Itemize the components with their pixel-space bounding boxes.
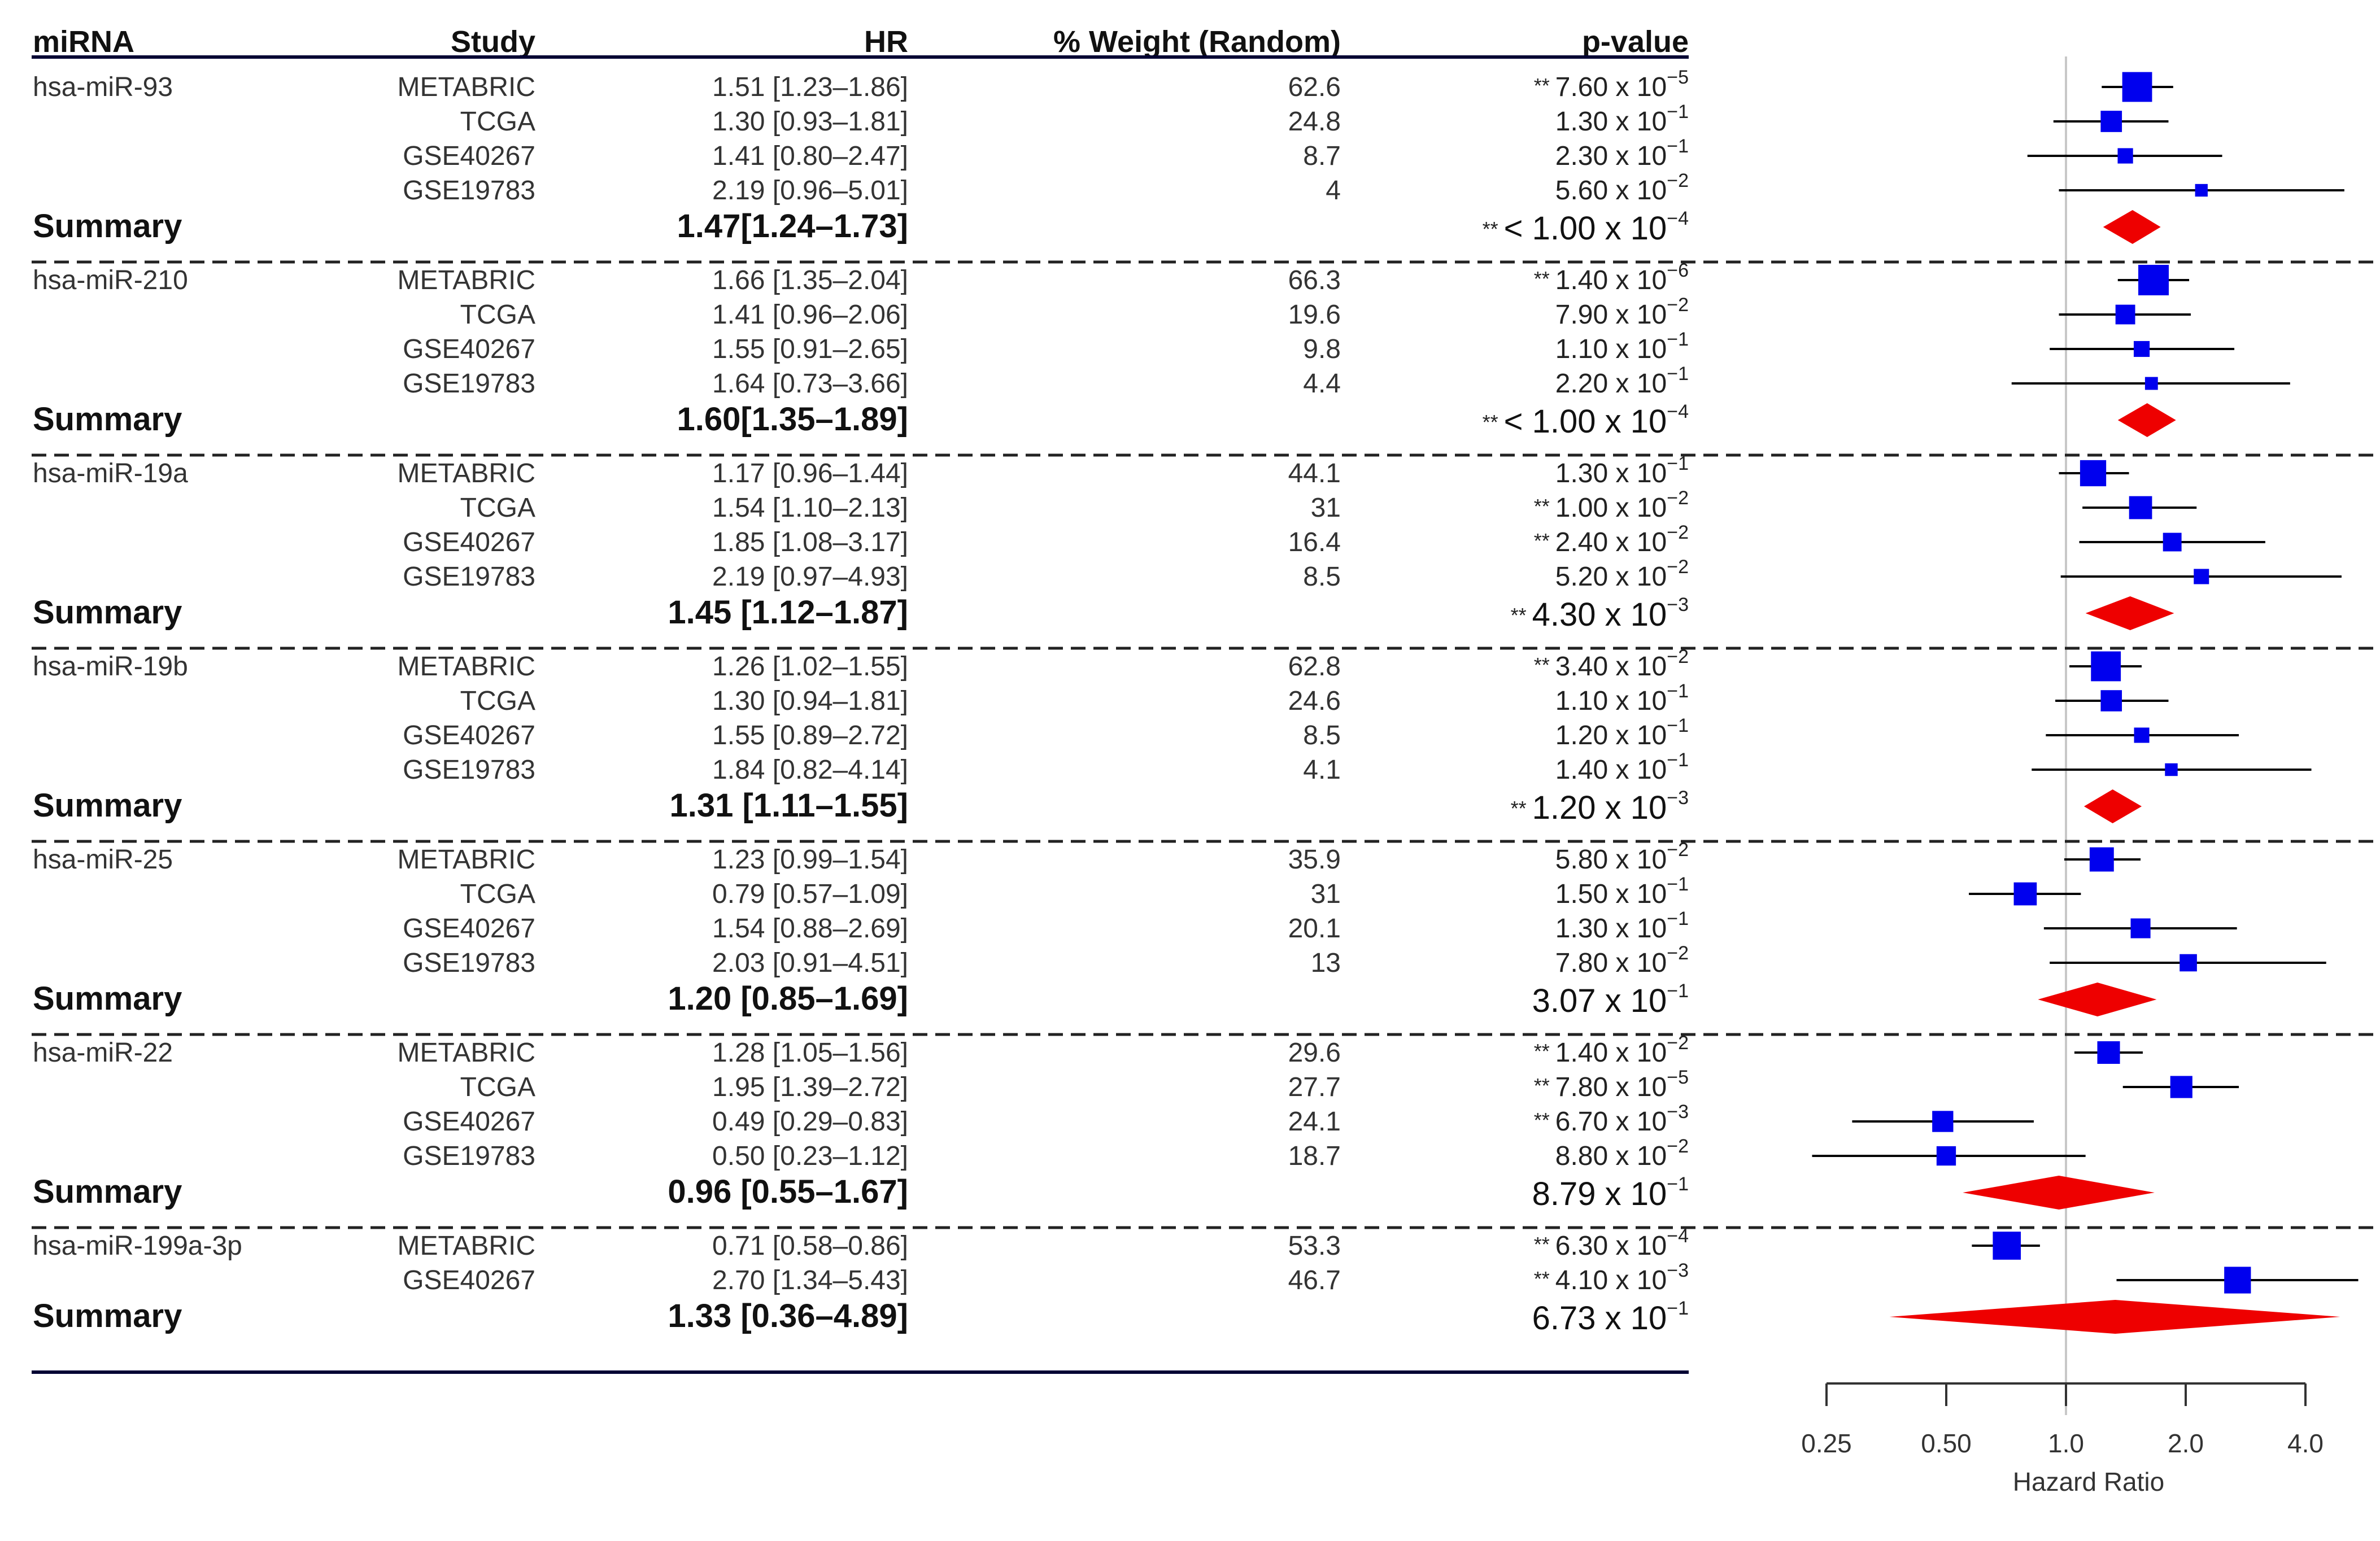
hr-value: 0.50 [0.23–1.12] [712,1141,908,1171]
weight-value: 46.7 [1288,1265,1341,1295]
study-name: TCGA [460,107,535,137]
study-name: GSE40267 [403,141,535,171]
header-mirna: miRNA [33,25,135,59]
study-marker [2100,690,2122,711]
study-marker [1932,1111,1953,1132]
x-tick-label: 0.50 [1921,1429,1972,1458]
header-hr: HR [864,25,908,59]
study-name: GSE19783 [403,369,535,399]
hr-value: 1.64 [0.73–3.66] [712,369,908,399]
p-value: ** 7.80 x $10^{-5}$ [1533,1067,1689,1102]
summary-label: Summary [33,1298,182,1334]
study-marker [2138,265,2169,295]
p-value: 7.90 x $10^{-2}$ [1555,294,1689,330]
study-marker [2134,727,2150,743]
study-name: TCGA [460,300,535,330]
study-name: GSE40267 [403,1107,535,1137]
weight-value: 27.7 [1288,1072,1341,1102]
mirna-label: hsa-miR-199a-3p [33,1231,242,1261]
hr-value: 2.19 [0.96–5.01] [712,176,908,206]
study-name: TCGA [460,493,535,523]
hr-value: 1.23 [0.99–1.54] [712,845,908,875]
weight-value: 24.8 [1288,107,1341,137]
summary-label: Summary [33,401,182,438]
study-name: TCGA [460,879,535,909]
p-value: ** 3.40 x $10^{-2}$ [1533,646,1689,682]
study-marker [1993,1232,2021,1260]
p-value: ** 1.40 x $10^{-6}$ [1533,260,1689,295]
study-name: GSE19783 [403,176,535,206]
header-pvalue: p-value [1581,25,1689,59]
summary-label: Summary [33,787,182,824]
hr-value: 1.30 [0.94–1.81] [712,686,908,716]
weight-value: 62.6 [1288,72,1341,102]
study-name: METABRIC [397,459,535,488]
hr-value: 1.17 [0.96–1.44] [712,459,908,488]
summary-hr-value: 0.96 [0.55–1.67] [668,1173,908,1210]
hr-value: 1.30 [0.93–1.81] [712,107,908,137]
p-value: 1.30 x $10^{-1}$ [1555,908,1689,944]
weight-value: 16.4 [1288,527,1341,557]
hr-value: 1.28 [1.05–1.56] [712,1038,908,1068]
study-name: GSE40267 [403,527,535,557]
p-value: 5.60 x $10^{-2}$ [1555,170,1689,206]
study-marker [2122,72,2152,102]
hr-value: 1.66 [1.35–2.04] [712,265,908,295]
study-marker [2165,763,2177,776]
study-marker [2116,305,2135,325]
study-marker [2014,883,2037,906]
study-marker [2170,1076,2192,1098]
study-marker [2090,848,2114,872]
x-tick-label: 1.0 [2048,1429,2084,1458]
hr-value: 1.84 [0.82–4.14] [712,755,908,785]
summary-hr-value: 1.60[1.35–1.89] [677,401,908,438]
weight-value: 20.1 [1288,914,1341,944]
weight-value: 19.6 [1288,300,1341,330]
weight-value: 4.1 [1303,755,1341,785]
weight-value: 29.6 [1288,1038,1341,1068]
hr-value: 0.49 [0.29–0.83] [712,1107,908,1137]
summary-p-value: ** < 1.00 x $10^{-4}$ [1482,208,1689,247]
summary-p-value: ** < 1.00 x $10^{-4}$ [1482,401,1689,440]
weight-value: 4 [1326,176,1341,206]
study-name: GSE40267 [403,1265,535,1295]
hr-value: 1.54 [1.10–2.13] [712,493,908,523]
summary-p-value: ** 1.20 x $10^{-3}$ [1510,787,1689,826]
hr-value: 1.55 [0.91–2.65] [712,334,908,364]
p-value: 1.10 x $10^{-1}$ [1555,680,1689,716]
weight-value: 4.4 [1303,369,1341,399]
hr-value: 1.85 [1.08–3.17] [712,527,908,557]
study-name: METABRIC [397,72,535,102]
p-value: 2.30 x $10^{-1}$ [1555,136,1689,171]
study-name: GSE19783 [403,1141,535,1171]
p-value: 1.10 x $10^{-1}$ [1555,329,1689,364]
study-marker [2097,1041,2120,1064]
study-name: METABRIC [397,652,535,682]
study-marker [2129,496,2152,520]
x-tick-label: 0.25 [1801,1429,1852,1458]
hr-value: 1.26 [1.02–1.55] [712,652,908,682]
hr-value: 1.55 [0.89–2.72] [712,721,908,750]
study-marker [2100,111,2122,132]
summary-hr-value: 1.20 [0.85–1.69] [668,980,908,1017]
hr-value: 1.95 [1.39–2.72] [712,1072,908,1102]
mirna-label: hsa-miR-210 [33,265,188,295]
study-marker [2080,460,2106,486]
study-name: GSE19783 [403,562,535,592]
p-value: 1.30 x $10^{-1}$ [1555,453,1689,488]
summary-hr-value: 1.45 [1.12–1.87] [668,594,908,631]
mirna-label: hsa-miR-93 [33,72,173,102]
weight-value: 62.8 [1288,652,1341,682]
hr-value: 0.79 [0.57–1.09] [712,879,908,909]
study-marker [2163,533,2182,552]
weight-value: 24.6 [1288,686,1341,716]
weight-value: 35.9 [1288,845,1341,875]
summary-p-value: 6.73 x $10^{-1}$ [1532,1298,1689,1337]
weight-value: 31 [1310,879,1341,909]
p-value: 5.20 x $10^{-2}$ [1555,556,1689,592]
mirna-label: hsa-miR-25 [33,845,173,875]
hr-value: 1.54 [0.88–2.69] [712,914,908,944]
x-tick-label: 2.0 [2168,1429,2204,1458]
p-value: ** 4.10 x $10^{-3}$ [1533,1260,1689,1295]
study-marker [2134,341,2150,357]
mirna-label: hsa-miR-19a [33,459,188,488]
p-value: 2.20 x $10^{-1}$ [1555,363,1689,399]
weight-value: 24.1 [1288,1107,1341,1137]
summary-label: Summary [33,980,182,1017]
hr-value: 0.71 [0.58–0.86] [712,1231,908,1261]
study-name: GSE19783 [403,948,535,978]
summary-label: Summary [33,594,182,631]
study-name: METABRIC [397,1231,535,1261]
summary-hr-value: 1.31 [1.11–1.55] [669,787,908,824]
study-marker [2180,954,2197,972]
header-study: Study [450,25,535,59]
study-name: GSE40267 [403,334,535,364]
study-marker [1937,1146,1956,1165]
weight-value: 66.3 [1288,265,1341,295]
weight-value: 44.1 [1288,459,1341,488]
study-marker [2194,569,2209,584]
study-name: METABRIC [397,1038,535,1068]
study-marker [2145,377,2158,390]
summary-p-value: 3.07 x $10^{-1}$ [1532,980,1689,1019]
summary-label: Summary [33,1173,182,1210]
study-name: METABRIC [397,845,535,875]
study-marker [2130,918,2150,938]
p-value: ** 1.00 x $10^{-2}$ [1533,487,1689,523]
study-marker [2091,652,2121,682]
p-value: ** 1.40 x $10^{-2}$ [1533,1032,1689,1068]
p-value: ** 2.40 x $10^{-2}$ [1533,522,1689,557]
summary-hr-value: 1.47[1.24–1.73] [677,208,908,245]
p-value: 1.50 x $10^{-1}$ [1555,874,1689,909]
x-axis-title: Hazard Ratio [2012,1467,2165,1496]
hr-value: 1.41 [0.80–2.47] [712,141,908,171]
summary-label: Summary [33,208,182,245]
study-marker [2224,1267,2251,1293]
study-name: TCGA [460,1072,535,1102]
hr-value: 1.41 [0.96–2.06] [712,300,908,330]
p-value: ** 7.60 x $10^{-5}$ [1533,67,1689,102]
weight-value: 13 [1310,948,1341,978]
summary-p-value: 8.79 x $10^{-1}$ [1532,1173,1689,1212]
p-value: 7.80 x $10^{-2}$ [1555,942,1689,978]
p-value: 1.20 x $10^{-1}$ [1555,715,1689,750]
p-value: 1.40 x $10^{-1}$ [1555,749,1689,785]
weight-value: 9.8 [1303,334,1341,364]
p-value: 1.30 x $10^{-1}$ [1555,101,1689,137]
p-value: ** 6.30 x $10^{-4}$ [1533,1225,1689,1261]
mirna-label: hsa-miR-19b [33,652,188,682]
weight-value: 8.5 [1303,721,1341,750]
study-name: TCGA [460,686,535,716]
weight-value: 31 [1310,493,1341,523]
hr-value: 2.03 [0.91–4.51] [712,948,908,978]
summary-p-value: ** 4.30 x $10^{-3}$ [1510,594,1689,633]
study-marker [2195,184,2208,197]
study-name: GSE40267 [403,914,535,944]
weight-value: 18.7 [1288,1141,1341,1171]
study-name: GSE19783 [403,755,535,785]
x-tick-label: 4.0 [2287,1429,2324,1458]
p-value: 8.80 x $10^{-2}$ [1555,1136,1689,1171]
weight-value: 8.5 [1303,562,1341,592]
mirna-label: hsa-miR-22 [33,1038,173,1068]
hr-value: 2.70 [1.34–5.43] [712,1265,908,1295]
weight-value: 53.3 [1288,1231,1341,1261]
study-marker [2117,148,2133,163]
p-value: ** 6.70 x $10^{-3}$ [1533,1101,1689,1137]
p-value: 5.80 x $10^{-2}$ [1555,839,1689,875]
study-name: GSE40267 [403,721,535,750]
hr-value: 1.51 [1.23–1.86] [712,72,908,102]
weight-value: 8.7 [1303,141,1341,171]
summary-hr-value: 1.33 [0.36–4.89] [668,1298,908,1334]
header-weight: % Weight (Random) [1053,25,1341,59]
study-name: METABRIC [397,265,535,295]
hr-value: 2.19 [0.97–4.93] [712,562,908,592]
